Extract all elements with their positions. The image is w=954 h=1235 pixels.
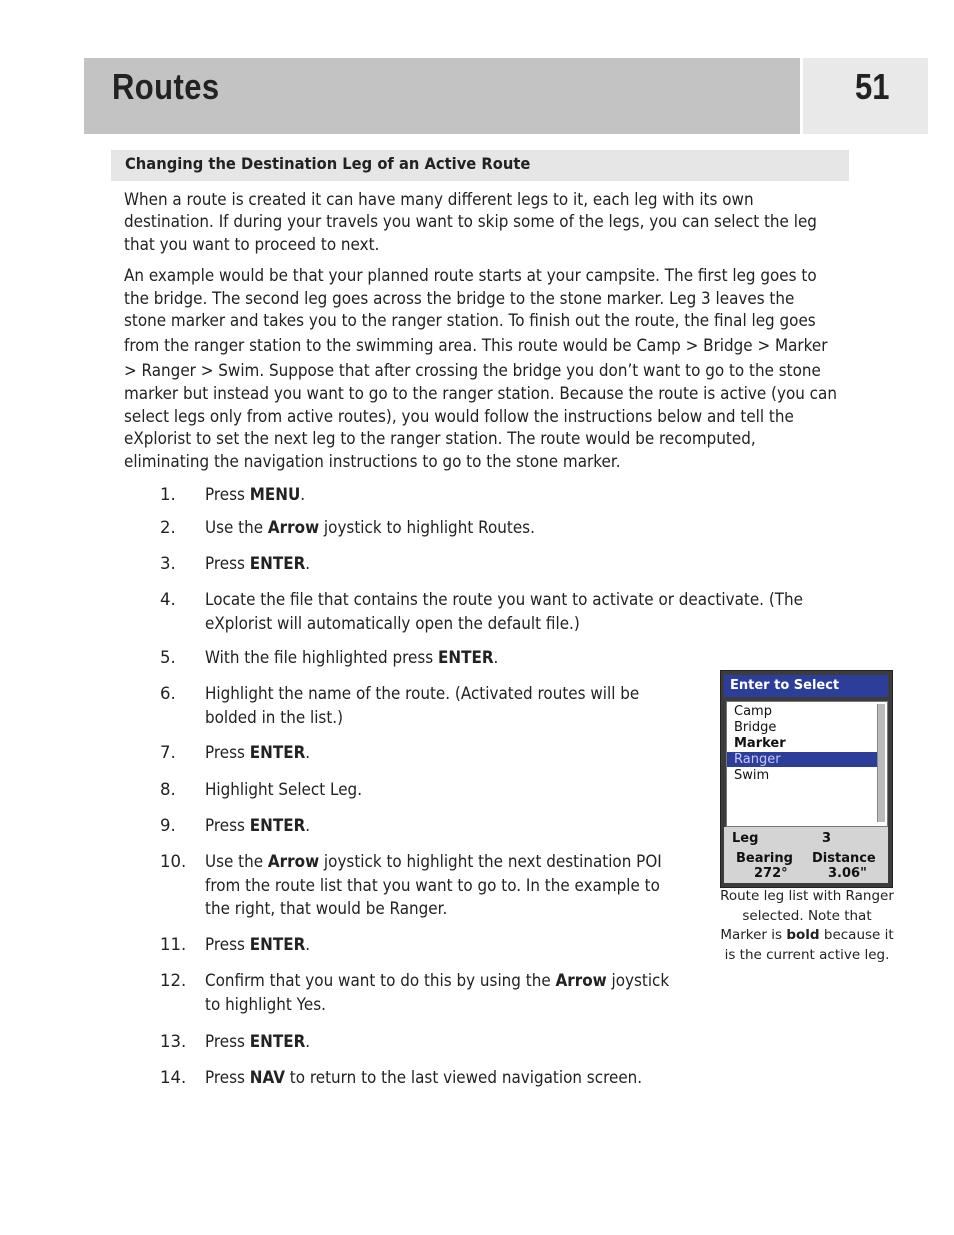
list-item[interactable]: Swim [734,768,770,783]
step-number: 5. [160,648,176,667]
device-footer [724,827,888,883]
step-text: Arrow [267,852,320,871]
leg-value: 3 [822,831,832,846]
step-number: 6. [160,684,176,703]
step-body [205,516,535,540]
step-number: 10. [160,852,187,871]
paragraph-line: the bridge. The second leg goes across the bridge to the stone marker. Leg 3 leaves the [124,288,795,308]
step-body [205,1030,310,1054]
paragraph-line: eliminating the navigation instructions to go to the stone marker. [124,451,621,471]
step-text: to return to the last viewed navigation screen. [284,1068,643,1087]
step-text: from the route list that you want to go to. In the example to [205,875,660,895]
device-title: Enter to Select [724,675,888,697]
step-text: Highlight [205,780,279,799]
step-text: . [305,816,311,835]
step-text: to highlight [205,994,297,1014]
caption-bold: bold [786,927,820,943]
step-body [205,850,662,921]
step-text: . [442,899,448,918]
step-body [205,646,498,670]
step-text: Routes [478,518,531,537]
bearing-value: 272° [754,866,788,881]
step-text: . [305,554,311,573]
step-body [205,588,803,635]
step-text: joystick to highlight [319,518,479,537]
step-text: . [305,1032,311,1051]
step-text: ENTER [249,554,306,573]
step-text: . [321,994,326,1014]
step-body [205,682,639,729]
list-item-active[interactable]: Marker [734,736,786,751]
list-item[interactable]: Camp [734,704,772,719]
step-text: ENTER [438,648,494,667]
bearing-label: Bearing [736,851,793,866]
step-text: Press [205,1032,250,1051]
page-number: 51 [855,66,890,107]
paragraph-line: marker but instead you want to go to the ranger station. Because the route is active (you can [124,383,837,403]
paragraph-line: When a route is created it can have many different legs to it, each leg with its own [124,190,754,209]
step-text: ENTER [249,935,306,954]
step-number: 11. [160,935,187,954]
step-text: ENTER [249,1032,306,1051]
leg-label: Leg [732,831,759,846]
step-text: joystick [606,971,670,990]
caption-text: because it [819,927,894,943]
caption-text: is [766,927,787,943]
step-text: . [493,648,499,667]
paragraph-line: destination. If during your travels you want to skip some of the legs, you can select the leg [124,212,817,232]
step-number: 12. [160,971,187,990]
caption-text: Route leg list with [720,888,846,904]
step-text: Ranger [389,899,443,918]
step-text: Confirm that you want to do this by using the [205,971,556,990]
paragraph-line: An example would be that your planned route starts at your campsite. The first leg goes to [124,266,817,285]
caption-text: Marker [720,927,767,943]
step-text: . [305,935,311,954]
step-text: Press [205,816,250,835]
step-text: eXplorist will automatically open the default file.) [205,613,580,633]
step-text: . [357,780,363,799]
device-screen [720,670,893,888]
step-number: 1. [160,485,176,504]
step-text: Highlight the name of the route. (Activated routes will be [205,684,640,703]
step-text: Use the [205,518,268,537]
step-body [205,1066,642,1090]
step-text: Press [205,1068,250,1087]
paragraph-line: > Ranger > Swim. Suppose that after crossing the bridge you don’t want to go to the stone [124,361,821,381]
distance-value: 3.06" [828,866,867,881]
step-text: . [305,743,311,762]
step-body [205,483,305,507]
step-text: MENU [249,485,301,504]
step-body [205,814,310,838]
example-paragraph [124,265,896,473]
step-body [205,552,310,576]
step-text: bolded in the list.) [205,707,344,727]
page-title: Routes [112,66,220,107]
step-text: Press [205,935,250,954]
step-number: 13. [160,1032,187,1051]
step-body [205,969,669,1016]
distance-label: Distance [812,851,876,866]
step-number: 9. [160,816,176,835]
route-leg-list [726,701,888,827]
list-scrollbar[interactable] [877,704,885,822]
paragraph-line: from the ranger station to the swimming area. This route would be Camp > Bridge > Marker [124,335,828,355]
step-text: Arrow [555,971,607,990]
step-text: Select Leg [278,780,358,799]
list-item[interactable]: Bridge [734,720,777,735]
step-text: Yes [296,994,322,1014]
step-number: 3. [160,554,176,573]
figure-caption [712,887,902,965]
step-body [205,778,362,802]
step-text: the right, that would be [205,899,390,918]
step-text: . [530,518,535,537]
step-text: Press [205,485,250,504]
step-number: 8. [160,780,176,799]
step-text: Use the [205,852,268,871]
caption-text: is the current active leg. [724,946,890,963]
step-text: With the file highlighted press [205,648,439,667]
step-body [205,933,310,957]
step-text: joystick to highlight the next destination POI [319,852,662,871]
step-text: Locate the file that contains the route you want to activate or deactivate. (The [205,590,803,609]
paragraph-line: eXplorist to set the next leg to the ranger station. The route would be recomputed, [124,429,756,449]
step-body [205,741,310,765]
caption-text: selected. Note that [742,907,872,924]
step-text: NAV [249,1068,285,1087]
step-text: Arrow [267,518,320,537]
step-number: 4. [160,590,176,609]
step-text: ENTER [249,743,306,762]
paragraph-line: that you want to proceed to next. [124,234,380,254]
paragraph-line: select legs only from active routes), you would follow the instructions below and tell the [124,406,794,426]
step-number: 14. [160,1068,187,1087]
step-text: Press [205,554,250,573]
intro-paragraph [124,189,896,256]
paragraph-line: stone marker and takes you to the ranger station. To finish out the route, the final leg goes [124,311,816,331]
step-text: . [300,485,306,504]
list-item-selected[interactable]: Ranger [727,752,884,767]
caption-text: Ranger [845,888,894,904]
section-heading: Changing the Destination Leg of an Active Route [125,154,531,173]
step-number: 7. [160,743,176,762]
step-text: ENTER [249,816,306,835]
step-text: Press [205,743,250,762]
step-number: 2. [160,518,176,537]
